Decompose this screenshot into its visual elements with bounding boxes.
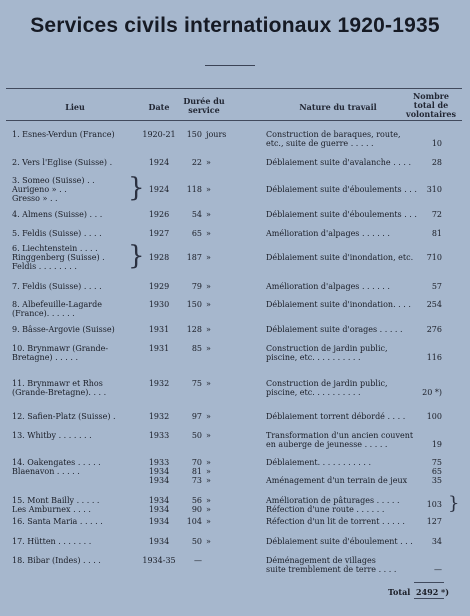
nature-line: Déblaiement suite d'inondation. . . . (266, 300, 411, 309)
cell-date (142, 517, 176, 526)
nombre-value: 710 (426, 253, 442, 262)
duree-unit: » (206, 467, 211, 476)
duree-number: 79 (191, 282, 202, 291)
lieu-line: 16. Santa Maria . . . . . (12, 517, 103, 526)
cell-nature (266, 185, 417, 194)
cell-nature (266, 517, 414, 526)
lieu-line: 10. Brynmawr (Grande- (12, 344, 109, 353)
nombre-value: — (434, 565, 442, 574)
lieu-line: Les Amburnex . . . . (12, 505, 91, 514)
cell-date (142, 210, 176, 219)
duree-line (178, 344, 236, 353)
cell-nombre (414, 500, 442, 509)
cell-duree (178, 130, 236, 139)
lieu-line: 15. Mont Bailly . . . . . (12, 496, 100, 505)
cell-nombre (414, 412, 442, 421)
nombre-value: 65 (431, 467, 442, 476)
cell-duree (178, 458, 236, 485)
duree-unit: » (206, 379, 211, 388)
nature-line: Construction de baraques, route, (266, 130, 401, 139)
duree-number: 73 (191, 476, 202, 485)
cell-lieu (12, 344, 140, 362)
duree-line (178, 158, 236, 167)
nature-line: suite tremblement de terre . . . . (266, 565, 397, 574)
cell-duree (178, 379, 236, 388)
nombre-value: 100 (426, 412, 442, 421)
date-value: 1934 1934 (148, 496, 170, 514)
cell-nombre (414, 565, 442, 574)
duree-unit: » (206, 282, 211, 291)
cell-nature (266, 431, 414, 449)
cell-nature (266, 229, 414, 238)
cell-date (142, 556, 176, 565)
date-value: 1928 (148, 253, 170, 262)
cell-lieu (12, 458, 140, 476)
duree-unit: » (206, 300, 211, 309)
cell-date (142, 158, 176, 167)
lieu-line: 18. Bibar (Indes) . . . . (12, 556, 101, 565)
duree-line (178, 253, 236, 262)
nature-line: Réfection d'un lit de torrent . . . . . (266, 517, 405, 526)
duree-unit: » (206, 517, 211, 526)
duree-unit: » (206, 185, 211, 194)
cell-date (142, 412, 176, 421)
duree-unit: » (206, 431, 211, 440)
cell-lieu (12, 379, 140, 397)
duree-line (178, 517, 236, 526)
nature-line: Aménagement d'un terrain de jeux (266, 476, 408, 485)
nature-line: Déblaiement suite d'éboulements . . . (266, 210, 417, 219)
nature-line (266, 467, 414, 476)
duree-line (178, 130, 236, 139)
nombre-value: 75 (431, 458, 442, 467)
cell-lieu (12, 130, 140, 139)
duree-number: 187 (186, 253, 202, 262)
date-value: 1933 1934 1934 (148, 458, 170, 485)
nature-line: Déblaiement suite d'éboulements . . . (266, 185, 417, 194)
nature-line: Construction de jardin public, (266, 344, 388, 353)
duree-unit: » (206, 253, 211, 262)
nature-line: Amélioration d'alpages . . . . . . (266, 229, 390, 238)
nombre-value: 28 (431, 158, 442, 167)
lieu-line: (Grande-Bretagne). . . . (12, 388, 107, 397)
duree-number: 150 (186, 300, 202, 309)
lieu-line: 11. Brynmawr et Rhos (12, 379, 103, 388)
cell-date (142, 537, 176, 546)
duree-line (178, 300, 236, 309)
date-value: 1934 (148, 517, 170, 526)
duree-number: 85 (191, 344, 202, 353)
nature-line: etc., suite de guerre . . . . . (266, 139, 374, 148)
nature-line: Amélioration de pâturages . . . . . (266, 496, 400, 505)
duree-number: 118 (186, 185, 202, 194)
cell-date (142, 325, 176, 334)
total-label: Total (388, 587, 411, 597)
cell-lieu (12, 496, 140, 514)
lieu-line: Bretagne) . . . . . (12, 353, 78, 362)
date-value: 1924 (148, 158, 170, 167)
grouping-brace: } (128, 173, 145, 203)
cell-nature (266, 537, 414, 546)
cell-lieu (12, 210, 140, 219)
nature-line: piscine, etc. . . . . . . . . . (266, 388, 361, 397)
cell-nature (266, 458, 414, 485)
nature-line: piscine, etc. . . . . . . . . . (266, 353, 361, 362)
duree-line (178, 431, 236, 440)
grouping-brace: } (128, 241, 145, 271)
cell-nombre (414, 388, 442, 397)
date-value: 1930 (148, 300, 170, 309)
duree-line (178, 210, 236, 219)
duree-number: 150 (186, 130, 202, 139)
duree-number: 97 (191, 412, 202, 421)
cell-nature (266, 158, 414, 167)
duree-number: 50 (191, 537, 202, 546)
total-value: 2492 *) (416, 587, 450, 597)
nature-line: Déblaiement. . . . . . . . . . . (266, 458, 371, 467)
lieu-line: Gresso » . . (12, 194, 58, 203)
lieu-line: 14. Oakengates . . . . . (12, 458, 101, 467)
cell-duree (178, 185, 236, 194)
nature-line: en auberge de jeunesse . . . . . (266, 440, 388, 449)
cell-nombre (414, 325, 442, 334)
nombre-value: 254 (426, 300, 442, 309)
grouping-brace: } (448, 493, 460, 514)
cell-lieu (12, 412, 140, 421)
duree-unit: » (206, 537, 211, 546)
cell-nature (266, 412, 414, 421)
lieu-line: Blaenavon . . . . . (12, 467, 80, 476)
cell-lieu (12, 158, 140, 167)
duree-line (178, 185, 236, 194)
cell-date (142, 253, 176, 262)
cell-nombre (414, 158, 442, 167)
cell-date (142, 431, 176, 440)
duree-number: — (194, 556, 202, 565)
duree-number: 50 (191, 431, 202, 440)
duree-unit: » (206, 344, 211, 353)
cell-date (142, 458, 176, 485)
nature-line: Construction de jardin public, (266, 379, 388, 388)
page-title: Services civils internationaux 1920-1935 (30, 14, 440, 37)
date-value: 1927 (148, 229, 170, 238)
cell-lieu (12, 556, 140, 565)
nature-line: Amélioration d'alpages . . . . . . (266, 282, 390, 291)
lieu-line: 7. Feldis (Suisse) . . . . (12, 282, 102, 291)
duree-unit: » (206, 505, 211, 514)
lieu-line: 12. Safien-Platz (Suisse) . (12, 412, 116, 421)
duree-line (178, 412, 236, 421)
date-value: 1929 (148, 282, 170, 291)
cell-nature (266, 253, 414, 262)
nature-line: Déblaiement suite d'avalanche . . . . (266, 158, 411, 167)
lieu-line: 8. Albefeuille-Lagarde (12, 300, 102, 309)
duree-number: 56 (191, 496, 202, 505)
cell-duree (178, 282, 236, 291)
duree-unit: » (206, 325, 211, 334)
cell-duree (178, 556, 236, 565)
date-value: 1924 (148, 185, 170, 194)
cell-lieu (12, 300, 140, 318)
date-value: 1926 (148, 210, 170, 219)
duree-line (178, 458, 236, 467)
cell-nature (266, 282, 414, 291)
lieu-line: 5. Feldis (Suisse) . . . . (12, 229, 102, 238)
table-header-rule (6, 120, 462, 121)
cell-lieu (12, 176, 140, 203)
date-value: 1931 (148, 325, 170, 334)
date-value: 1932 (148, 412, 170, 421)
nombre-value: 57 (431, 282, 442, 291)
date-value: 1920-21 (142, 130, 176, 139)
cell-duree (178, 210, 236, 219)
cell-duree (178, 325, 236, 334)
cell-nature (266, 556, 414, 574)
nombre-value: 10 (431, 139, 442, 148)
lieu-line: 4. Almens (Suisse) . . . (12, 210, 103, 219)
cell-duree (178, 496, 236, 514)
nature-line: Transformation d'un ancien couvent (266, 431, 414, 440)
duree-line (178, 467, 236, 476)
lieu-line: Ringgenberg (Suisse) . (12, 253, 105, 262)
cell-date (142, 282, 176, 291)
duree-line (178, 496, 236, 505)
nombre-value: 72 (431, 210, 442, 219)
duree-number: 75 (191, 379, 202, 388)
duree-number: 81 (191, 467, 202, 476)
cell-lieu (12, 325, 140, 334)
nombre-value: 116 (426, 353, 442, 362)
lieu-line: (France). . . . . . (12, 309, 75, 318)
duree-number: 70 (191, 458, 202, 467)
duree-unit: » (206, 158, 211, 167)
table-top-rule (6, 88, 462, 89)
title-rule (205, 65, 255, 66)
duree-line (178, 282, 236, 291)
date-value: 1934 (148, 537, 170, 546)
nature-line: Déblaiement torrent débordé . . . . (266, 412, 406, 421)
lieu-line: 17. Hütten . . . . . . . (12, 537, 92, 546)
duree-number: 65 (191, 229, 202, 238)
duree-unit: » (206, 412, 211, 421)
nature-line: Déblaiement suite d'inondation, etc. (266, 253, 414, 262)
cell-date (142, 185, 176, 194)
header-nature: Nature du travail (299, 102, 377, 112)
cell-date (142, 130, 176, 139)
cell-lieu (12, 244, 140, 271)
nombre-value: 35 (431, 476, 442, 485)
cell-duree (178, 517, 236, 526)
duree-line (178, 476, 236, 485)
cell-nombre (414, 517, 442, 526)
cell-nombre (414, 537, 442, 546)
cell-nombre (414, 458, 442, 485)
duree-line (178, 325, 236, 334)
date-value: 1932 (148, 379, 170, 388)
lieu-line: Aurigeno » . . (12, 185, 67, 194)
cell-nature (266, 496, 414, 514)
cell-date (142, 344, 176, 353)
nombre-value: 310 (426, 185, 442, 194)
nature-line: Déménagement de villages (266, 556, 376, 565)
duree-unit: » (206, 458, 211, 467)
cell-duree (178, 537, 236, 546)
cell-lieu (12, 431, 140, 440)
cell-date (142, 229, 176, 238)
cell-nombre (414, 440, 442, 449)
cell-lieu (12, 229, 140, 238)
cell-nature (266, 344, 414, 362)
duree-line (178, 379, 236, 388)
cell-date (142, 496, 176, 514)
cell-lieu (12, 517, 140, 526)
cell-date (142, 300, 176, 309)
nombre-value: 20 *) (422, 388, 442, 397)
lieu-line: 2. Vers l'Eglise (Suisse) . (12, 158, 113, 167)
header-nombre: Nombre total de volontaires (406, 91, 456, 119)
duree-line (178, 505, 236, 514)
cell-lieu (12, 537, 140, 546)
lieu-line: 3. Someo (Suisse) . . (12, 176, 95, 185)
nature-line: Déblaiement suite d'éboulement . . . (266, 537, 413, 546)
lieu-line: 9. Bâsse-Argovie (Suisse) (12, 325, 115, 334)
cell-nombre (414, 185, 442, 194)
cell-duree (178, 229, 236, 238)
total-rule (414, 582, 444, 583)
duree-number: 104 (186, 517, 202, 526)
duree-unit: » (206, 476, 211, 485)
nombre-value: 81 (431, 229, 442, 238)
duree-number: 128 (186, 325, 202, 334)
cell-duree (178, 412, 236, 421)
duree-line (178, 229, 236, 238)
header-duree: Durée du service (183, 96, 225, 115)
duree-line (178, 537, 236, 546)
date-value: 1933 (148, 431, 170, 440)
cell-duree (178, 431, 236, 440)
cell-date (142, 379, 176, 388)
lieu-line: 13. Whitby . . . . . . . (12, 431, 92, 440)
duree-number: 22 (191, 158, 202, 167)
duree-unit: jours (206, 130, 227, 139)
nature-line: Réfection d'une route . . . . . . (266, 505, 385, 514)
cell-nombre (414, 253, 442, 262)
cell-nombre (414, 300, 442, 309)
nombre-value: 127 (426, 517, 442, 526)
lieu-line: 6. Liechtenstein . . . . (12, 244, 98, 253)
lieu-line: 1. Esnes-Verdun (France) (12, 130, 115, 139)
duree-number: 54 (191, 210, 202, 219)
duree-number: 90 (191, 505, 202, 514)
cell-nombre (414, 282, 442, 291)
duree-unit: » (206, 229, 211, 238)
cell-duree (178, 300, 236, 309)
nature-line: Déblaiement suite d'orages . . . . . (266, 325, 403, 334)
cell-nature (266, 325, 414, 334)
cell-nombre (414, 229, 442, 238)
cell-lieu (12, 282, 140, 291)
cell-duree (178, 344, 236, 353)
cell-nature (266, 379, 414, 397)
header-lieu: Lieu (65, 102, 85, 112)
cell-duree (178, 253, 236, 262)
nombre-value: 103 (426, 500, 442, 509)
lieu-line: Feldis . . . . . . . . (12, 262, 77, 271)
cell-nature (266, 300, 414, 309)
date-value: 1934-35 (142, 556, 176, 565)
cell-nombre (414, 210, 442, 219)
duree-line (178, 556, 236, 565)
date-value: 1931 (148, 344, 170, 353)
cell-nombre (414, 353, 442, 362)
nombre-value: 34 (431, 537, 442, 546)
cell-nature (266, 210, 417, 219)
duree-unit: » (206, 496, 211, 505)
nombre-value: 276 (426, 325, 442, 334)
header-date: Date (148, 102, 170, 112)
cell-nombre (414, 139, 442, 148)
duree-unit: » (206, 210, 211, 219)
cell-duree (178, 158, 236, 167)
nombre-value: 19 (431, 440, 442, 449)
total-underline (414, 598, 444, 599)
cell-nature (266, 130, 414, 148)
